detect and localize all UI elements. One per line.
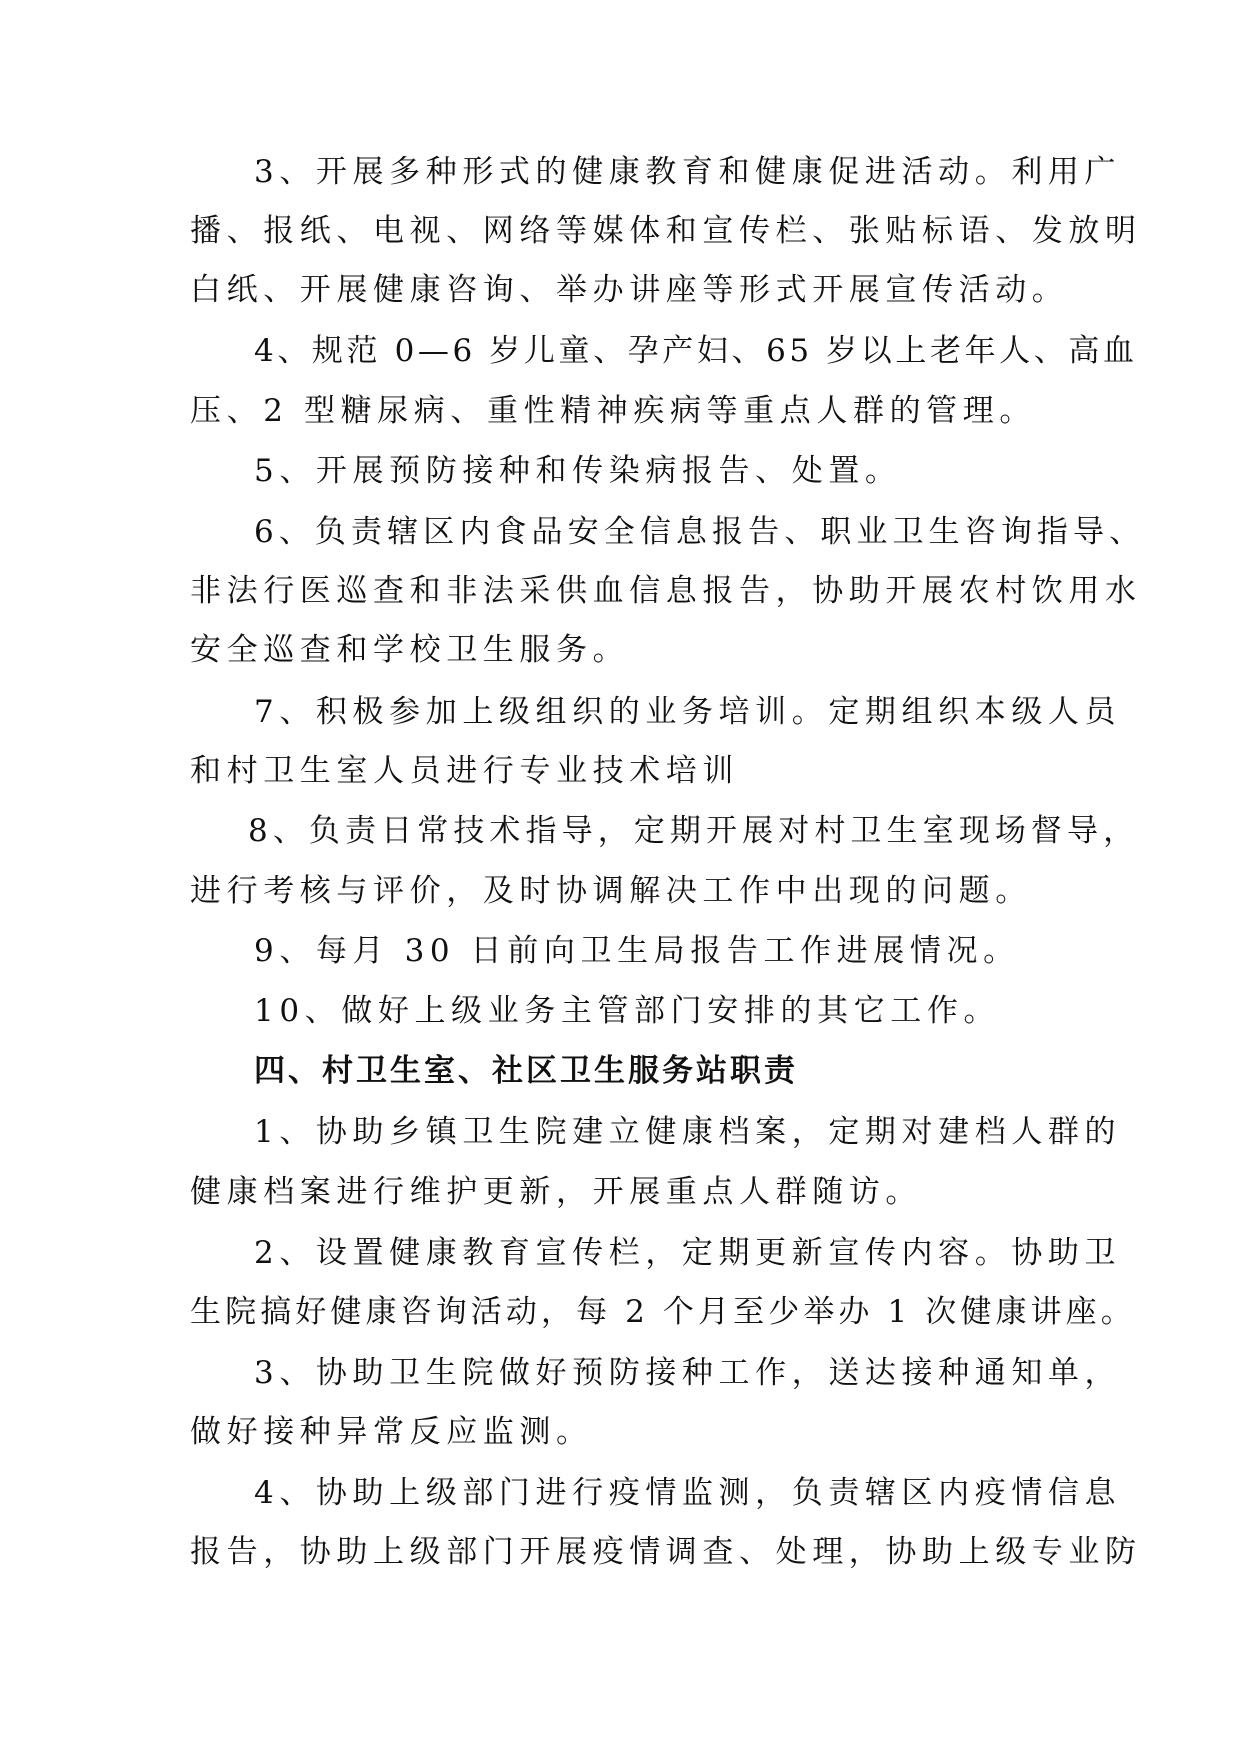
paragraph-line: 5、开展预防接种和传染病报告、处置。	[254, 453, 902, 489]
section-heading: 四、村卫生室、社区卫生服务站职责	[254, 1053, 798, 1089]
paragraph-line: 2、设置健康教育宣传栏，定期更新宣传内容。协助卫	[254, 1235, 1122, 1271]
paragraph-line: 播、报纸、电视、网络等媒体和宣传栏、张贴标语、发放明	[190, 213, 1142, 249]
paragraph-line: 3、协助卫生院做好预防接种工作，送达接种通知单，	[254, 1355, 1122, 1391]
paragraph-line: 生院搞好健康咨询活动，每 2 个月至少举办 1 次健康讲座。	[190, 1294, 1136, 1330]
paragraph-line: 非法行医巡查和非法采供血信息报告，协助开展农村饮用水	[190, 573, 1142, 609]
paragraph-line: 白纸、开展健康咨询、举办讲座等形式开展宣传活动。	[190, 272, 1069, 308]
paragraph-line: 8、负责日常技术指导，定期开展对村卫生室现场督导，	[248, 813, 1140, 849]
paragraph-line: 7、积极参加上级组织的业务培训。定期组织本级人员	[254, 694, 1122, 730]
paragraph-line: 报告，协助上级部门开展疫情调查、处理，协助上级专业防	[190, 1534, 1142, 1570]
paragraph-line: 健康档案进行维护更新，开展重点人群随访。	[190, 1174, 922, 1210]
paragraph-line: 6、负责辖区内食品安全信息报告、职业卫生咨询指导、	[254, 514, 1146, 550]
paragraph-line: 和村卫生室人员进行专业技术培训	[190, 753, 739, 789]
paragraph-line: 做好接种异常反应监测。	[190, 1414, 593, 1450]
paragraph-line: 4、协助上级部门进行疫情监测，负责辖区内疫情信息	[254, 1475, 1122, 1511]
paragraph-line: 4、规范 0—6 岁儿童、孕产妇、65 岁以上老年人、高血	[254, 333, 1138, 369]
paragraph-line: 1、协助乡镇卫生院建立健康档案，定期对建档人群的	[254, 1114, 1122, 1150]
paragraph-line: 安全巡查和学校卫生服务。	[190, 632, 630, 668]
paragraph-line: 9、每月 30 日前向卫生局报告工作进展情况。	[254, 933, 1020, 969]
paragraph-line: 压、2 型糖尿病、重性精神疾病等重点人群的管理。	[190, 393, 1036, 429]
paragraph-line: 进行考核与评价，及时协调解决工作中出现的问题。	[190, 873, 1032, 909]
paragraph-line: 3、开展多种形式的健康教育和健康促进活动。利用广	[254, 154, 1122, 190]
paragraph-line: 10、做好上级业务主管部门安排的其它工作。	[254, 993, 1001, 1029]
